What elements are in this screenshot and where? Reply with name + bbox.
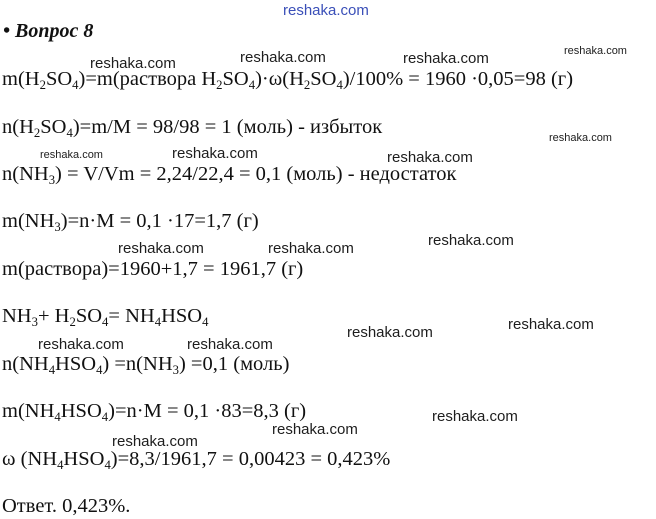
formula-text: )=m(раствора H: [78, 68, 217, 90]
formula-text: SO: [75, 305, 103, 327]
watermark: reshaka.com: [564, 45, 627, 57]
formula-text: )=n·M = 0,1 ·17=1,7 (г): [60, 210, 259, 232]
subscript: 4: [102, 314, 109, 329]
watermark: reshaka.com: [112, 433, 198, 450]
subscript: 4: [48, 362, 56, 377]
subscript: 4: [101, 409, 109, 424]
question-heading: • Вопрос 8: [3, 20, 94, 42]
subscript: 4: [96, 362, 103, 377]
watermark: reshaka.com: [172, 145, 258, 162]
formula-line-moles-acid: [2, 117, 382, 138]
formula-text: HSO: [161, 305, 203, 327]
formula-line-mass-fraction: [2, 449, 390, 470]
subscript: 2: [303, 77, 311, 92]
subscript: 4: [66, 125, 73, 140]
subscript: 2: [39, 77, 46, 92]
subscript: 2: [216, 77, 223, 92]
watermark-top: reshaka.com: [283, 2, 369, 19]
subscript: 4: [72, 77, 79, 92]
subscript: 4: [202, 314, 209, 329]
formula-text: )/100% = 1960 ·0,05=98 (г): [342, 68, 574, 90]
watermark: reshaka.com: [432, 408, 518, 425]
formula-text: Ответ. 0,423%.: [2, 495, 131, 517]
subscript: 4: [248, 77, 256, 92]
formula-line-mass-salt: [2, 401, 306, 422]
formula-text: )=8,3/1961,7 = 0,00423 = 0,423%: [110, 448, 391, 470]
formula-line-mass-ammonia: [2, 211, 259, 232]
formula-text: SO: [40, 116, 67, 138]
formula-line-mass-acid: [2, 69, 573, 90]
formula-text: m(раствора)=1960+1,7 = 1961,7 (г): [2, 258, 304, 280]
watermark: reshaka.com: [268, 240, 354, 257]
formula-text: NH: [2, 305, 32, 327]
formula-text: ) =0,1 (моль): [178, 353, 290, 375]
answer-line: [2, 496, 130, 517]
watermark: reshaka.com: [272, 421, 358, 438]
watermark: reshaka.com: [38, 336, 124, 353]
subscript: 3: [31, 314, 38, 329]
subscript: 3: [54, 219, 61, 234]
watermark: reshaka.com: [387, 149, 473, 166]
formula-text: n(NH: [2, 163, 49, 185]
formula-line-mass-solution: [2, 259, 303, 280]
formula-text: m(H: [2, 68, 40, 90]
subscript: 4: [154, 314, 162, 329]
formula-text: )=n·M = 0,1 ·83=8,3 (г): [108, 400, 307, 422]
watermark: reshaka.com: [90, 55, 176, 72]
formula-text: n(H: [2, 116, 34, 138]
formula-text: SO: [45, 68, 73, 90]
reaction-equation: [2, 306, 208, 327]
subscript: 2: [33, 125, 41, 140]
formula-text: ω (NH: [2, 448, 58, 470]
subscript: 2: [69, 314, 76, 329]
subscript: 4: [57, 457, 64, 472]
formula-line-moles-salt: [2, 354, 289, 375]
subscript: 3: [48, 172, 56, 187]
formula-text: m(NH: [2, 400, 55, 422]
watermark: reshaka.com: [508, 316, 594, 333]
subscript: 4: [54, 409, 61, 424]
watermark: reshaka.com: [40, 149, 103, 161]
formula-text: n(NH: [2, 353, 49, 375]
watermark: reshaka.com: [347, 324, 433, 341]
subscript: 4: [104, 457, 111, 472]
formula-text: HSO: [63, 448, 105, 470]
watermark: reshaka.com: [118, 240, 204, 257]
watermark: reshaka.com: [187, 336, 273, 353]
formula-text: m(NH: [2, 210, 55, 232]
formula-text: ) =n(NH: [102, 353, 173, 375]
formula-text: + H: [37, 305, 70, 327]
formula-line-moles-ammonia: [2, 164, 456, 185]
watermark: reshaka.com: [428, 232, 514, 249]
formula-text: )·ω(H: [255, 68, 304, 90]
watermark: reshaka.com: [403, 50, 489, 67]
formula-text: )=m/M = 98/98 = 1 (моль) - избыток: [72, 116, 383, 138]
watermark: reshaka.com: [549, 132, 612, 144]
formula-text: SO: [222, 68, 249, 90]
subscript: 3: [172, 362, 179, 377]
watermark: reshaka.com: [240, 49, 326, 66]
formula-text: ) = V/Vm = 2,24/22,4 = 0,1 (моль) - недостаток: [55, 163, 457, 185]
formula-text: HSO: [55, 353, 97, 375]
formula-text: SO: [310, 68, 337, 90]
formula-text: = NH: [108, 305, 155, 327]
subscript: 4: [336, 77, 343, 92]
formula-text: HSO: [60, 400, 102, 422]
